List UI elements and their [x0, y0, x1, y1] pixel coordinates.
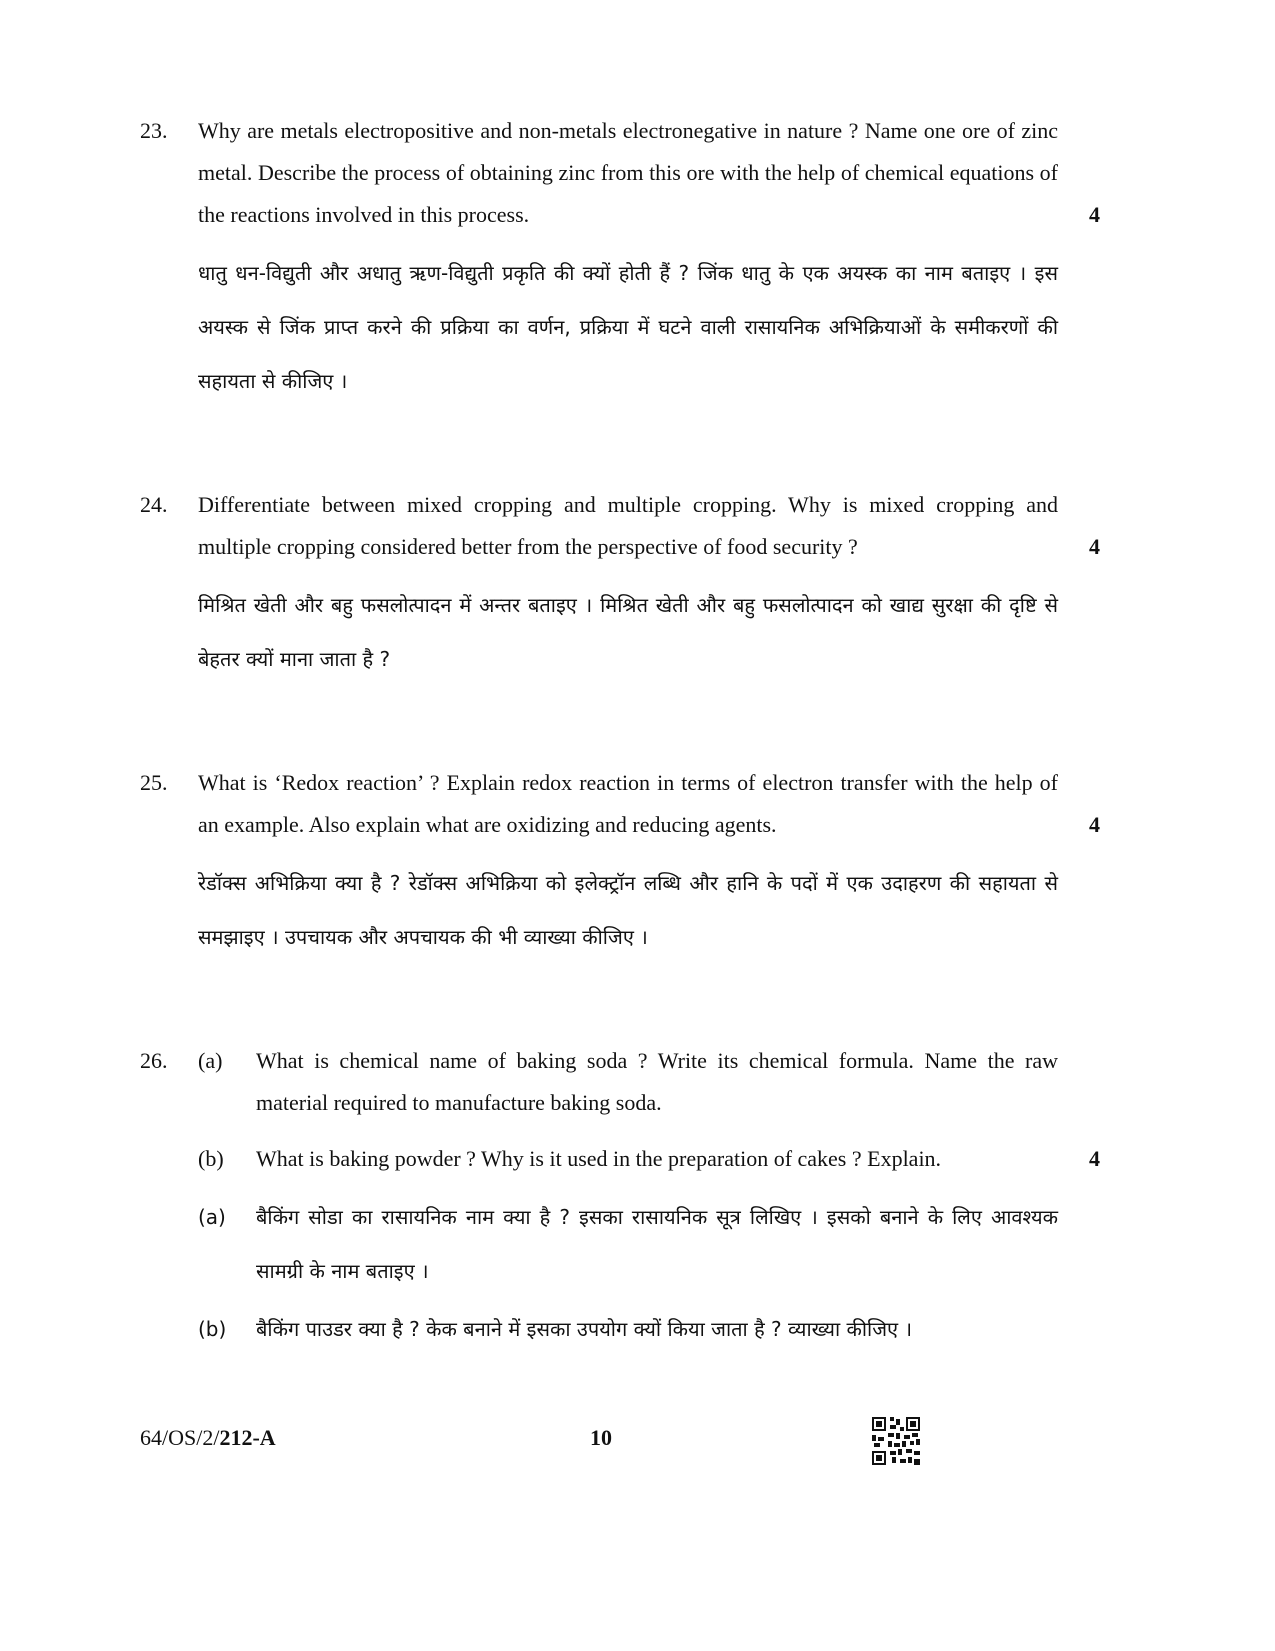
sub-text: What is baking powder ? Why is it used in the preparation of cakes ? Explain. [256, 1146, 942, 1171]
marks: 4 [1089, 534, 1100, 559]
sub-text: What is chemical name of baking soda ? Write its chemical formula. Name the raw material required to manufacture baking soda. [256, 1048, 1058, 1115]
sub-label: (a) [198, 1048, 223, 1073]
sub-label: (b) [198, 1146, 224, 1171]
sub-text: बैकिंग पाउडर क्या है ? केक बनाने में इसका उपयोग क्यों किया जाता है ? व्याख्या कीजिए । [256, 1317, 913, 1341]
sub-question-a-hindi [198, 1190, 1058, 1298]
question-text-hindi: रेडॉक्स अभिक्रिया क्या है ? रेडॉक्स अभिक्रिया को इलेक्ट्रॉन लब्धि और हानि के पदों में एक उदाहरण की सहायता से समझाइए । उपचायक और अपचायक की भी व्याख्या कीजिए । [198, 871, 1058, 949]
question-25 [140, 762, 1100, 964]
sub-label: (a) [198, 1205, 226, 1229]
question-23 [140, 110, 1100, 408]
question-number: 26. [140, 1048, 168, 1073]
question-number: 25. [140, 770, 168, 795]
marks: 4 [1089, 812, 1100, 837]
question-number: 23. [140, 118, 168, 143]
page-footer [140, 1415, 1100, 1465]
sub-question-b-english [198, 1138, 1058, 1180]
marks: 4 [1089, 1146, 1100, 1171]
sub-question-a-english [198, 1040, 1058, 1124]
paper-code-suffix: 212-A [219, 1425, 276, 1450]
marks: 4 [1089, 202, 1100, 227]
page-number: 10 [590, 1425, 612, 1450]
question-24 [140, 484, 1100, 686]
question-text-hindi: मिश्रित खेती और बहु फसलोत्पादन में अन्तर बताइए । मिश्रित खेती और बहु फसलोत्पादन को खाद्य सुरक्षा की दृष्टि से बेहतर क्यों माना जाता है ? [198, 593, 1058, 671]
question-text-english: What is ‘Redox reaction’ ? Explain redox reaction in terms of electron transfer with the help of an example. Also explain what are oxidizing and reducing agents. [198, 770, 1058, 837]
sub-question-b-hindi [198, 1302, 1058, 1356]
question-number: 24. [140, 492, 168, 517]
question-text-english: Why are metals electropositive and non-metals electronegative in nature ? Name one ore of zinc metal. Describe the process of obtaining zinc from this ore with the help of chemical equations of the reactions involved in this process. [198, 118, 1058, 227]
question-26 [140, 1040, 1100, 1356]
question-text-english: Differentiate between mixed cropping and multiple cropping. Why is mixed cropping and multiple cropping considered better from the perspective of food security ? [198, 492, 1058, 559]
sub-text: बैकिंग सोडा का रासायनिक नाम क्या है ? इसका रासायनिक सूत्र लिखिए । इसको बनाने के लिए आवश्यक सामग्री के नाम बताइए । [256, 1205, 1058, 1283]
sub-label: (b) [198, 1317, 227, 1341]
qr-code-icon [870, 1415, 922, 1467]
paper-code [140, 1425, 276, 1451]
question-text-hindi: धातु धन-विद्युती और अधातु ऋण-विद्युती प्रकृति की क्यों होती हैं ? जिंक धातु के एक अयस्क का नाम बताइए । इस अयस्क से जिंक प्राप्त करने की प्रक्रिया का वर्णन, प्रक्रिया में घटने वाली रासायनिक अभिक्रियाओं के समीकरणों की सहायता से कीजिए । [198, 261, 1058, 393]
paper-code-prefix: 64/OS/2/ [140, 1425, 220, 1450]
